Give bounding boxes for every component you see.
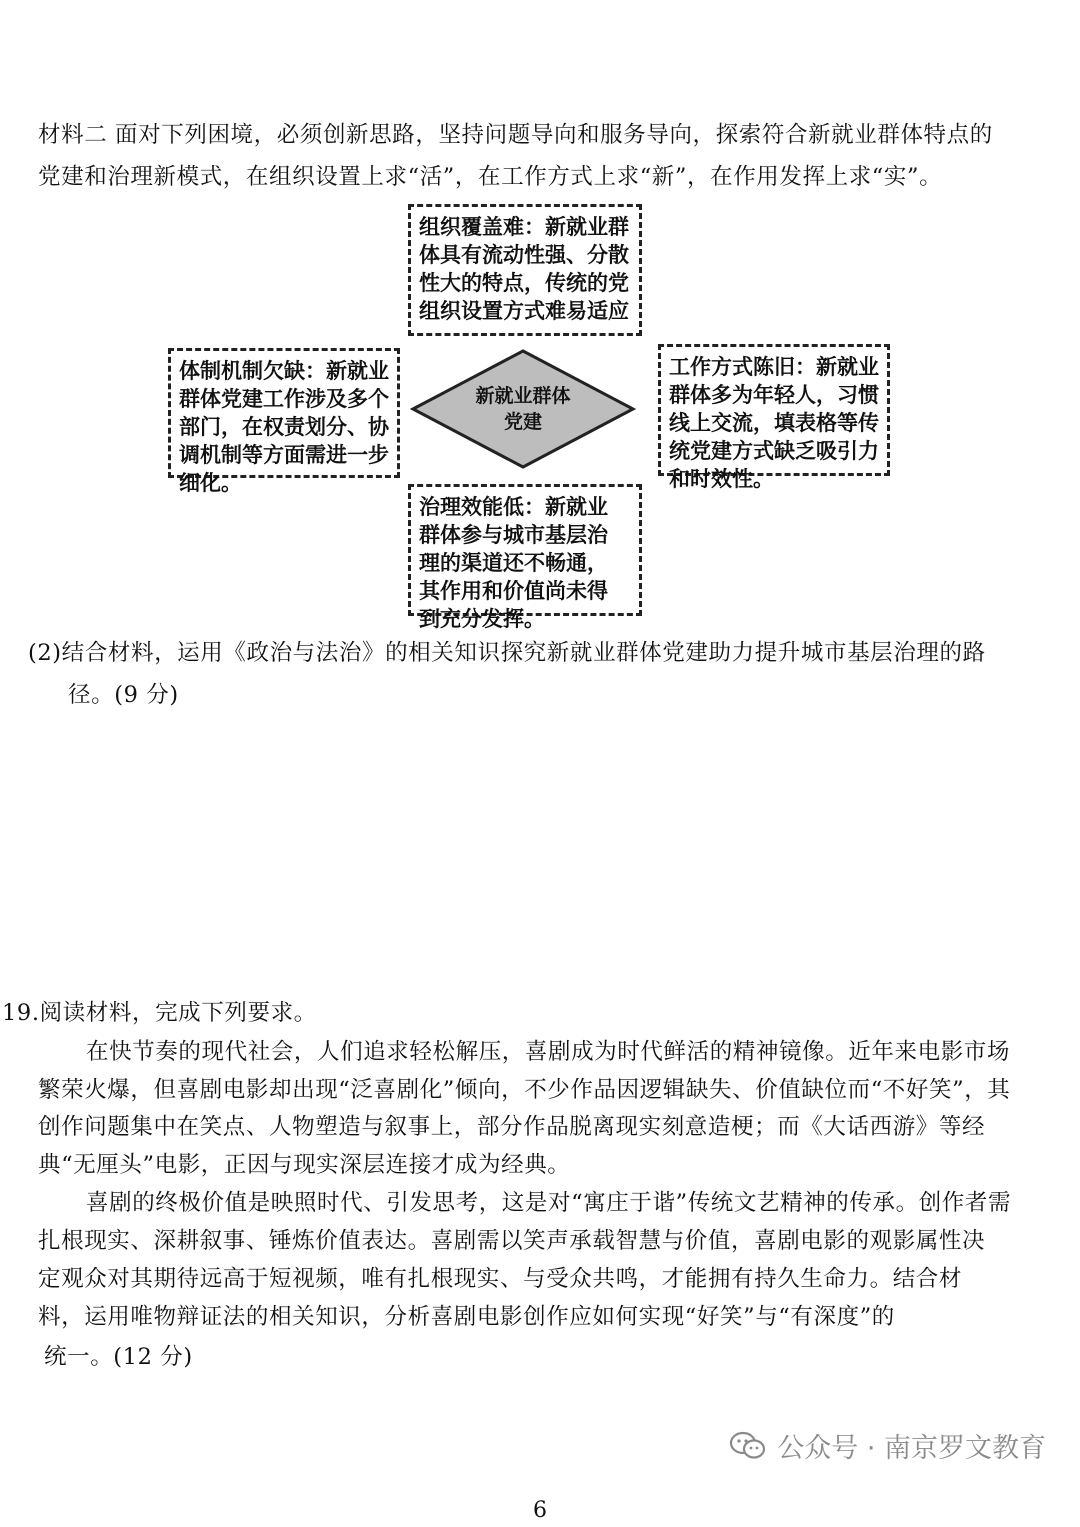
diagram-box-top: 组织覆盖难：新就业群 体具有流动性强、分散 性大的特点，传统的党 组织设置方式难易适应 [408,204,642,336]
page-number: 6 [533,1498,547,1523]
diagram-box-left: 体制机制欠缺：新就业 群体党建工作涉及多个 部门，在权责划分、协 调机制等方面需进一步 细化。 [168,348,400,478]
question19-line: 典“无厘头”电影，正因与现实深层连接才成为经典。 [38,1152,571,1178]
diagram-box-bottom: 治理效能低：新就业 群体参与城市基层治 理的渠道还不畅通， 其作用和价值尚未得 到充分发挥。 [408,484,642,616]
question19-line: 创作问题集中在笑点、人物塑造与叙事上，部分作品脱离现实刻意造梗；而《大话西游》等经 [38,1114,986,1140]
question19-line: 繁荣火爆，但喜剧电影却出现“泛喜剧化”倾向，不少作品因逻辑缺失、价值缺位而“不好笑”，其 [38,1077,1011,1103]
party-building-diagram [160,200,900,631]
question19-line: 定观众对其期待远高于短视频，唯有扎根现实、与受众共鸣，才能拥有持久生命力。结合材 [38,1266,963,1292]
material2-line-1: 材料二 面对下列困境，必须创新思路，坚持问题导向和服务导向，探索符合新就业群体特点的 [38,122,993,148]
question19-line: 扎根现实、深耕叙事、锤炼价值表达。喜剧需以笑声承载智慧与价值，喜剧电影的观影属性决 [38,1228,986,1254]
material2-line-2: 党建和治理新模式，在组织设置上求“活”，在工作方式上求“新”，在作用发挥上求“实”。 [38,164,943,190]
diagram-box-right: 工作方式陈旧：新就业 群体多为年轻人，习惯 线上交流，填表格等传 统党建方式缺乏吸引力 和时效性。 [658,344,890,476]
wechat-icon [729,1430,767,1462]
question19-line: 料，运用唯物辩证法的相关知识，分析喜剧电影创作应如何实现“好笑”与“有深度”的 [38,1304,895,1330]
question19-line: 统一。(12 分) [44,1344,193,1370]
watermark [729,1426,1046,1465]
question19-heading: 19.阅读材料，完成下列要求。 [2,1000,317,1026]
question2-line-2: 径。(9 分) [68,682,179,708]
center-label: 新就业群体 党建 [475,385,571,433]
question19-line: 喜剧的终极价值是映照时代、引发思考，这是对“寓庄于谐”传统文艺精神的传承。创作者需 [86,1190,1012,1216]
question19-line: 在快节奏的现代社会，人们追求轻松解压，喜剧成为时代鲜活的精神镜像。近年来电影市场 [86,1039,1011,1065]
question2-line-1: (2)结合材料，运用《政治与法治》的相关知识探究新就业群体党建助力提升城市基层治理的路 [28,640,986,666]
watermark-text: 公众号 · 南京罗文教育 [777,1433,1046,1464]
